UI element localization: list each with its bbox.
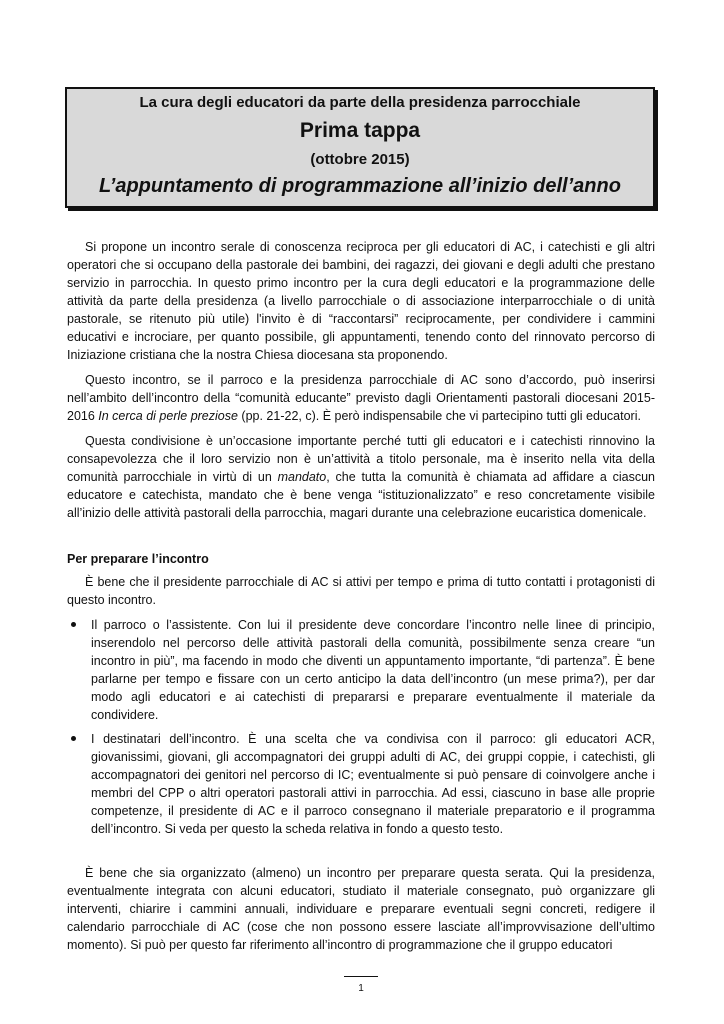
page-number: 1 xyxy=(358,983,364,994)
page-footer xyxy=(344,976,378,994)
header-title: Prima tappa xyxy=(299,119,421,142)
paragraph-sharing xyxy=(67,432,655,522)
footer-rule xyxy=(344,976,378,977)
bullet-list xyxy=(67,616,655,838)
section-intro: È bene che il presidente parrocchiale di AC si attivi per tempo e prima di tutto contatti i protagonisti di questo incontro. xyxy=(67,575,655,607)
bullet-dot-icon xyxy=(71,622,76,627)
document-body xyxy=(67,238,655,961)
bullet-dot-icon xyxy=(71,736,76,741)
header-box xyxy=(65,87,655,208)
paragraph-meeting xyxy=(67,371,655,425)
section-title: Per preparare l’incontro xyxy=(67,552,209,566)
paragraph-meeting-text-a: Questo incontro, se il parroco e la presidenza parrocchiale di AC sono d’accordo, può inserirsi nell’ambito dell’incontro della “comunità educante” previsto dagli Orientamenti pastorali diocesani 2015-2016 xyxy=(67,373,655,423)
bullet-item-parroco xyxy=(67,616,655,724)
mandate-term: mandato xyxy=(277,470,327,484)
bullet-item-destinatari xyxy=(67,730,655,838)
paragraph-sharing-text-a: Questa condivisione è un’occasione importante perché tutti gli educatori e i catechisti rinnovino la consapevolezza che il loro servizio non è un’attività a titolo personale, ma è inserito nella vita della comunità parrocchiale in virtù di un xyxy=(67,434,655,484)
header-date: (ottobre 2015) xyxy=(310,151,410,168)
bullet-text: I destinatari dell’incontro. È una scelta che va condivisa con il parroco: gli educatori ACR, giovanissimi, giovani, gli accompagnatori dei gruppi adulti di AC, dei gruppi coppie, i catechisti, gli accompagnatori dei genitori nel percorso di IC; eventualmente si può pensare di coinvolgere anche i membri del CPP o altri operatori pastorali attivi in parrocchia. Ad essi, ciascuno in base alle proprie competenze, il presidente di AC e il parroco consegnano il materiale preparatorio e il programma dell’incontro. Si veda per questo la scheda relativa in fondo a questo testo. xyxy=(91,732,655,836)
header-subtitle: La cura degli educatori da parte della presidenza parrocchiale xyxy=(139,94,581,111)
header-headline: L’appuntamento di programmazione all’inizio dell’anno xyxy=(99,175,621,197)
publication-title: In cerca di perle preziose xyxy=(98,409,238,423)
bullet-text: Il parroco o l’assistente. Con lui il presidente deve concordare l’incontro nelle linee di principio, inserendolo nel percorso delle attività pastorali della comunità, possibilmente senza creare “un incontro in più”, ma facendo in modo che diventi un appuntamento importante, “di partenza”. È bene parlarne per tempo e fissare con un certo anticipo la data dell’incontro (un mese prima?), per dar modo agli educatori e ai catechisti di prepararsi e preparare eventualmente il materiale da condividere. xyxy=(91,618,655,722)
paragraph-closing: È bene che sia organizzato (almeno) un incontro per preparare questa serata. Qui la presidenza, eventualmente integrata con alcuni educatori, studiato il materiale consegnato, può organizzare gli interventi, chiarire i cammini annuali, individuare e preparare eventuali segni concreti, redigere il calendario parrocchiale di AC (cose che non possono essere lasciate all’improvvisazione dell’ultimo momento). Si può per questo far riferimento all’incontro di programmazione che il gruppo educatori xyxy=(67,866,655,952)
paragraph-intro: Si propone un incontro serale di conoscenza reciproca per gli educatori di AC, i catechisti e gli altri operatori che si occupano della pastorale dei bambini, dei ragazzi, dei giovani e degli adulti che prestano servizio in parrocchia. In questo primo incontro per la cura degli educatori e la programmazione delle attività da parte della presidenza (a livello parrocchiale o di associazione interparrocchiale o di unità pastorale, se ritenuto più utile) l'invito è di “raccontarsi” reciprocamente, per condividere i cammini educativi e incrociare, per quanto possibile, gli appuntamenti, tenendo conto del rinnovato percorso di Iniziazione cristiana che la nostra Chiesa diocesana sta proponendo. xyxy=(67,240,655,362)
paragraph-sharing-text-b: , che tutta la comunità è chiamata ad affidare a ciascun educatore e catechista, mandato che è bene venga “istituzionalizzato” e reso concretamente visibile all’inizio delle attività pastorali della parrocchia, magari durante una celebrazione eucaristica domenicale. xyxy=(67,470,655,520)
paragraph-meeting-text-b: (pp. 21-22, c). È però indispensabile che vi partecipino tutti gli educatori. xyxy=(237,409,641,423)
